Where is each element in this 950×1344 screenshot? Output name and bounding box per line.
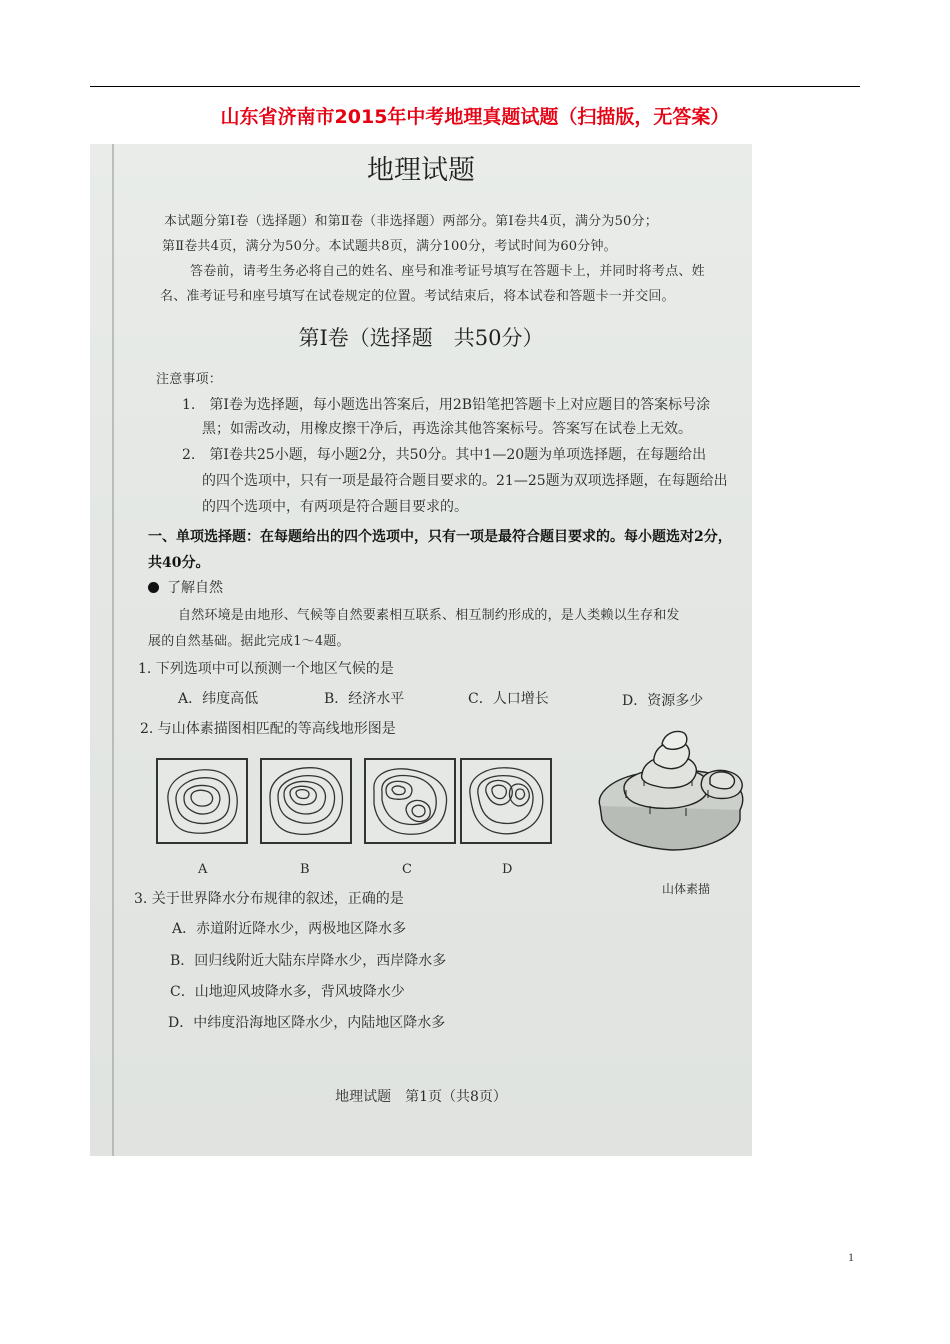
exam-title: 地理试题 (367, 155, 475, 186)
question-1-option-b: B．经济水平 (324, 691, 405, 707)
intro-line-3: 答卷前，请考生务必将自己的姓名、座号和准考证号填写在答题卡上，并同时将考点、姓 (190, 264, 705, 279)
section-title: 第Ⅰ卷（选择题 共50分） (298, 326, 544, 350)
question-3-stem: 3. 关于世界降水分布规律的叙述，正确的是 (134, 891, 404, 907)
question-3-option-c: C．山地迎风坡降水多，背风坡降水少 (170, 984, 405, 1000)
part-heading-line-1: 一、单项选择题：在每题给出的四个选项中，只有一项是最符合题目要求的。每小题选对2分， (148, 529, 732, 545)
contour-map-b (260, 758, 352, 844)
part-heading-line-2: 共40分。 (148, 555, 210, 571)
scan-fold-shadow (112, 144, 114, 1156)
intro-line-4: 名、准考证号和座号填写在试卷规定的位置。考试结束后，将本试卷和答题卡一并交回。 (160, 289, 675, 304)
map-label-d: D (502, 862, 513, 877)
notes-heading: 注意事项： (156, 372, 223, 387)
intro-line-1: 本试题分第Ⅰ卷（选择题）和第Ⅱ卷（非选择题）两部分。第Ⅰ卷共4页，满分为50分； (164, 214, 658, 229)
topic-intro-line-1: 自然环境是由地形、气候等自然要素相互联系、相互制约形成的，是人类赖以生存和发 (178, 608, 680, 623)
map-label-a: A (198, 862, 208, 877)
question-2-stem: 2. 与山体素描图相匹配的等高线地形图是 (140, 721, 396, 737)
topic-intro-line-2: 展的自然基础。据此完成1～4题。 (148, 634, 350, 649)
question-3-option-a: A．赤道附近降水少，两极地区降水多 (172, 921, 407, 937)
question-1-stem: 1. 下列选项中可以预测一个地区气候的是 (138, 661, 394, 677)
map-label-c: C (402, 862, 412, 877)
question-3-option-b: B．回归线附近大陆东岸降水少，西岸降水多 (170, 953, 447, 969)
page-number: 1 (848, 1250, 854, 1264)
note-line-2: 黑；如需改动，用橡皮擦干净后，再选涂其他答案标号。答案写在试卷上无效。 (202, 421, 692, 437)
map-label-b: B (300, 862, 310, 877)
contour-map-c (364, 758, 456, 844)
intro-line-2: 第Ⅱ卷共4页，满分为50分。本试题共8页，满分100分，考试时间为60分钟。 (162, 239, 617, 254)
contour-map-d (460, 758, 552, 844)
scanned-exam-page (90, 144, 752, 1156)
question-1-option-c: C．人口增长 (468, 691, 549, 707)
question-1-option-a: A．纬度高低 (178, 691, 259, 707)
question-3-option-d: D．中纬度沿海地区降水少，内陆地区降水多 (168, 1015, 446, 1031)
topic-label: 了解自然 (167, 580, 223, 596)
sketch-caption: 山体素描 (662, 882, 711, 896)
document-heading: 山东省济南市2015年中考地理真题试题（扫描版，无答案） (220, 106, 730, 128)
exam-page-footer: 地理试题 第1页（共8页） (335, 1089, 507, 1105)
note-line-5: 的四个选项中，有两项是符合题目要求的。 (202, 499, 468, 515)
question-1-option-d: D．资源多少 (622, 693, 704, 709)
mountain-sketch (590, 724, 752, 869)
topic-heading (148, 577, 223, 597)
contour-map-a (156, 758, 248, 844)
top-rule (90, 86, 860, 87)
note-line-4: 的四个选项中，只有一项是最符合题目要求的。21—25题为双项选择题，在每题给出 (202, 473, 728, 489)
bullet-icon (148, 582, 159, 593)
note-line-3: 2. 第Ⅰ卷共25小题，每小题2分，共50分。其中1—20题为单项选择题，在每题给出 (182, 447, 707, 463)
note-line-1: 1. 第Ⅰ卷为选择题，每小题选出答案后，用2B铅笔把答题卡上对应题目的答案标号涂 (182, 397, 711, 413)
